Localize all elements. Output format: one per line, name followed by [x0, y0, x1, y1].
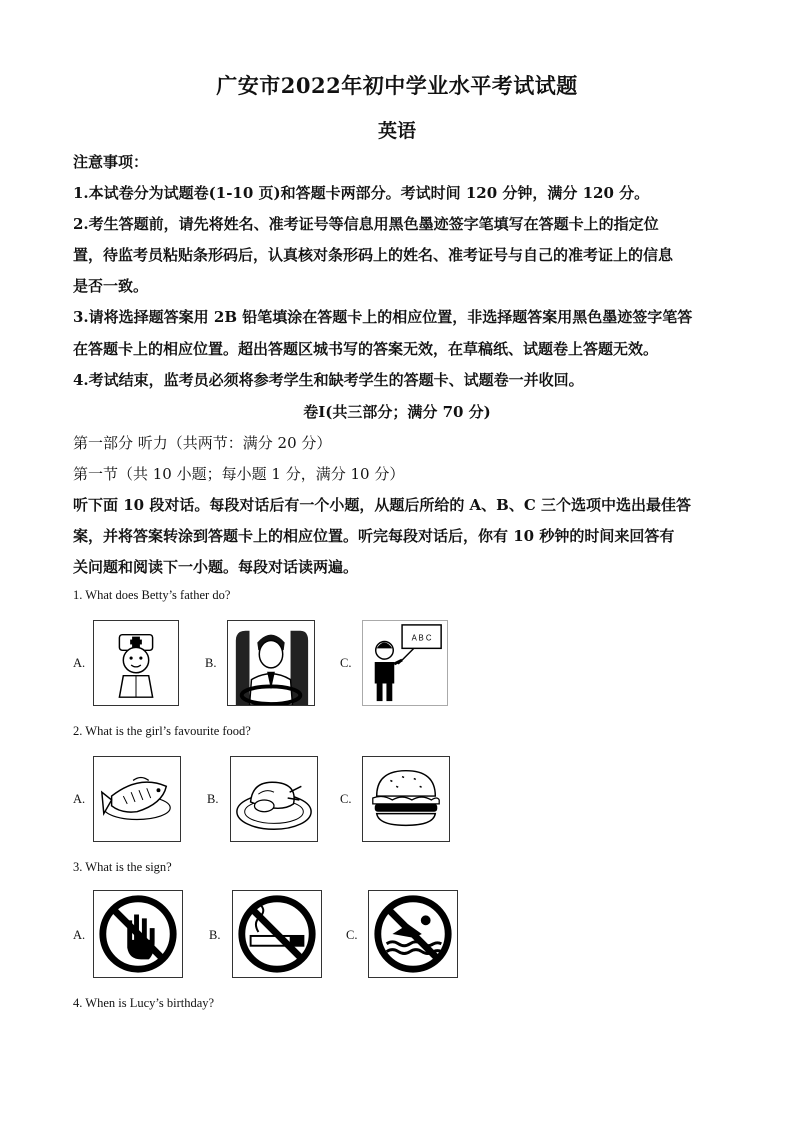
- fish-icon: [93, 756, 181, 842]
- no-smoking-sign-icon: [232, 890, 322, 978]
- notice-line: 置，待监考员粘贴条形码后，认真核对条形码上的姓名、准考证号与自己的准考证上的信息: [73, 246, 674, 264]
- option-label: C.: [340, 792, 352, 806]
- option-label: B.: [207, 792, 219, 806]
- hamburger-icon: [362, 756, 450, 842]
- board-text: A B C: [411, 633, 432, 643]
- teacher-icon: [362, 620, 448, 706]
- question-1: 1. What does Betty’s father do?: [73, 588, 231, 602]
- instruction-line: 听下面 10 段对话。每段对话后有一个小题，从题后所给的 A、B、C 三个选项中选出最佳答: [73, 496, 692, 514]
- option-label: A.: [73, 928, 86, 942]
- option-label: A.: [73, 656, 86, 670]
- question-3: 3. What is the sign?: [73, 860, 172, 874]
- no-swimming-sign-icon: [368, 890, 458, 978]
- option-label: C.: [340, 656, 352, 670]
- notice-line: 在答题卡上的相应位置。超出答题区城书写的答案无效，在草稿纸、试题卷上答题无效。: [73, 340, 659, 358]
- notice-heading: 注意事项：: [73, 153, 149, 171]
- driver-icon: [227, 620, 315, 706]
- exam-subject: 英语: [377, 120, 416, 142]
- notice-line: 是否一致。: [73, 277, 149, 295]
- option-label: C.: [346, 928, 358, 942]
- part-heading: 第一部分 听力（共两节：满分 20 分）: [73, 434, 332, 452]
- no-touching-sign-icon: [93, 890, 183, 978]
- notice-line: 1.本试卷分为试题卷(1-10 页)和答题卡两部分。考试时间 120 分钟，满分 120 分。: [73, 184, 650, 202]
- exam-title: 广安市2022年初中学业水平考试试题: [216, 73, 578, 98]
- instruction-line: 关问题和阅读下一小题。每段对话读两遍。: [73, 558, 359, 576]
- doctor-icon: [93, 620, 179, 706]
- section-header: 卷Ⅰ(共三部分；满分 70 分): [303, 403, 491, 421]
- question-2: 2. What is the girl’s favourite food?: [73, 724, 251, 738]
- notice-line: 4.考试结束，监考员必须将参考学生和缺考学生的答题卡、试题卷一并收回。: [73, 371, 584, 389]
- option-label: B.: [209, 928, 221, 942]
- notice-line: 3.请将选择题答案用 2B 铅笔填涂在答题卡上的相应位置，非选择题答案用黑色墨迹签字笔答: [73, 308, 693, 326]
- chicken-icon: [230, 756, 318, 842]
- question-4: 4. When is Lucy’s birthday?: [73, 996, 215, 1010]
- instruction-line: 案，并将答案转涂到答题卡上的相应位置。听完每段对话后，你有 10 秒钟的时间来回答有: [73, 527, 675, 545]
- section-heading: 第一节（共 10 小题；每小题 1 分，满分 10 分）: [73, 465, 405, 483]
- notice-line: 2.考生答题前，请先将姓名、准考证号等信息用黑色墨迹签字笔填写在答题卡上的指定位: [73, 215, 659, 233]
- option-label: B.: [205, 656, 217, 670]
- option-label: A.: [73, 792, 86, 806]
